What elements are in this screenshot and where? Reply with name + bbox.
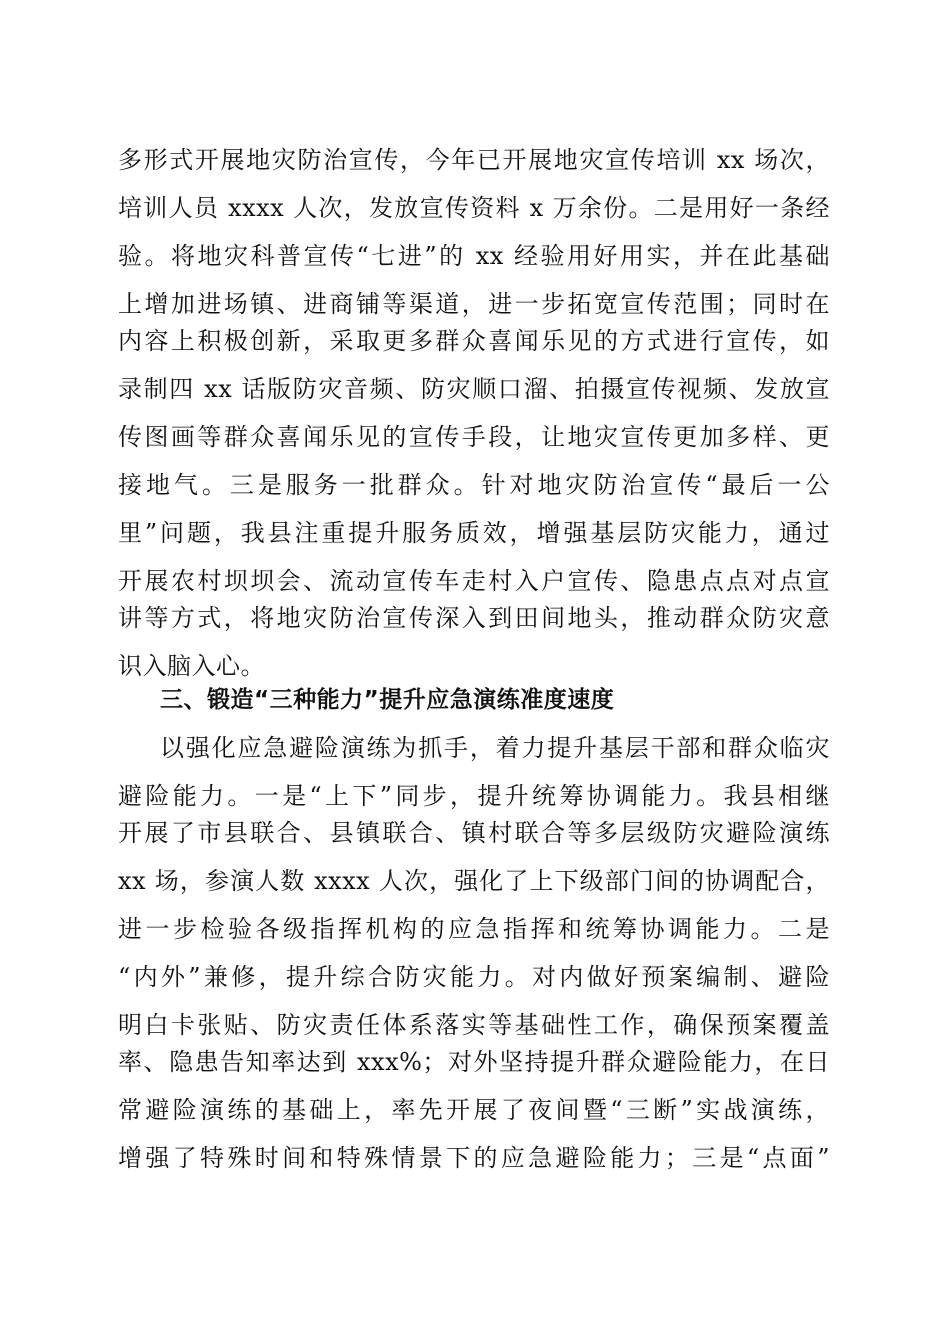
body-text-line: 讲等方式，将地灾防治宣传深入到田间地头，推动群众防灾意: [118, 604, 830, 632]
body-text-line: 录制四 xx 话版防灾音频、防灾顺口溜、拍摄宣传视频、发放宣: [118, 375, 830, 403]
body-text-line: “内外”兼修，提升综合防灾能力。对内做好预案编制、避险: [118, 963, 830, 991]
body-text-line: xx 场，参演人数 xxxx 人次，强化了上下级部门间的协调配合，: [118, 867, 830, 895]
section-heading: 三、锻造“三种能力”提升应急演练准度速度: [160, 687, 615, 713]
body-text-line: 开展了市县联合、县镇联合、镇村联合等多层级防灾避险演练: [118, 819, 830, 847]
body-text-line: 识入脑入心。: [118, 652, 265, 680]
body-text-line: 进一步检验各级指挥机构的应急指挥和统筹协调能力。二是: [118, 915, 830, 943]
body-text-line: 多形式开展地灾防治宣传，今年已开展地灾宣传培训 xx 场次，: [118, 146, 830, 174]
body-text-line: 增强了特殊时间和特殊情景下的应急避险能力；三是“点面”: [118, 1144, 830, 1172]
body-text-line: 明白卡张贴、防灾责任体系落实等基础性工作，确保预案覆盖: [118, 1011, 830, 1039]
body-text-line: 以强化应急避险演练为抓手，着力提升基层干部和群众临灾: [160, 734, 830, 762]
body-text-line: 内容上积极创新，采取更多群众喜闻乐见的方式进行宣传，如: [118, 327, 830, 355]
body-text-line: 里”问题，我县注重提升服务质效，增强基层防灾能力，通过: [118, 519, 830, 547]
body-text-line: 培训人员 xxxx 人次，发放宣传资料 x 万余份。二是用好一条经: [118, 194, 830, 222]
body-text-line: 率、隐患告知率达到 xxx%；对外坚持提升群众避险能力，在日: [118, 1048, 830, 1076]
body-text-line: 接地气。三是服务一批群众。针对地灾防治宣传“最后一公: [118, 471, 830, 499]
body-text-line: 传图画等群众喜闻乐见的宣传手段，让地灾宣传更加多样、更: [118, 423, 830, 451]
body-text-line: 避险能力。一是“上下”同步，提升统筹协调能力。我县相继: [118, 782, 830, 810]
body-text-line: 上增加进场镇、进商铺等渠道，进一步拓宽宣传范围；同时在: [118, 290, 830, 318]
body-text-line: 开展农村坝坝会、流动宣传车走村入户宣传、隐患点点对点宣: [118, 567, 830, 595]
body-text-line: 常避险演练的基础上，率先开展了夜间暨“三断”实战演练，: [118, 1096, 830, 1124]
body-text-line: 验。将地灾科普宣传“七进”的 xx 经验用好用实，并在此基础: [118, 242, 830, 270]
